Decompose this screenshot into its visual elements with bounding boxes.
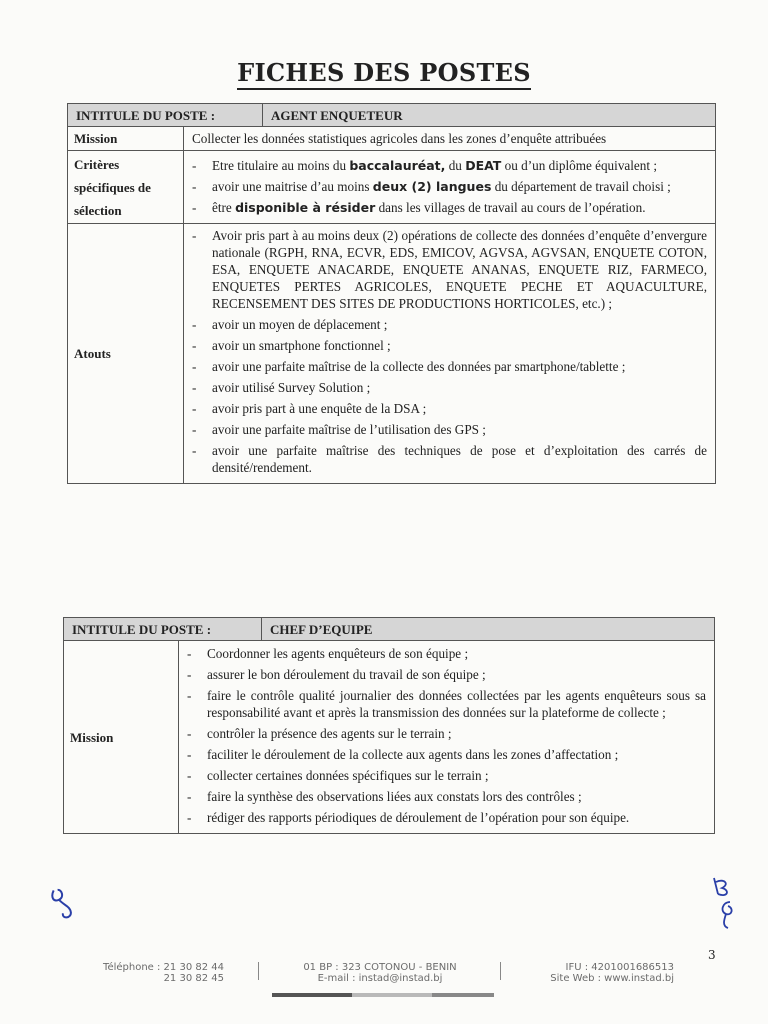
email-line: E-mail : instad@instad.bj — [317, 973, 443, 984]
list-item: - avoir un smartphone fonctionnel ; — [192, 338, 391, 353]
footer-stripe — [272, 993, 352, 997]
table-row — [68, 224, 716, 484]
footer-address — [290, 962, 470, 984]
criteria-label — [68, 151, 184, 224]
list-item: - avoir une parfaite maîtrise de la collecte des données par smartphone/tablette ; — [192, 359, 626, 374]
list-item: - faciliter le déroulement de la collecte aux agents dans les zones d’affectation ; — [187, 747, 619, 762]
table-header — [68, 104, 716, 127]
criteria-label-line: Critères — [74, 156, 120, 172]
table-header — [64, 618, 715, 641]
address-line: 01 BP : 323 COTONOU - BENIN — [303, 962, 457, 973]
mission-label: Mission — [68, 127, 184, 151]
site-line: Site Web : www.instad.bj — [550, 973, 674, 984]
header-label: INTITULE DU POSTE : — [68, 104, 263, 127]
list-item: - avoir une parfaite maîtrise des techniques de pose et d’exploitation des carrés de densité/rendement. — [192, 443, 707, 475]
table-row — [68, 127, 716, 151]
list-item: - avoir un moyen de déplacement ; — [192, 317, 388, 332]
criteria-label-line: sélection — [74, 202, 122, 218]
header-value: AGENT ENQUETEUR — [263, 104, 716, 127]
criteria-cell — [184, 151, 716, 224]
criteria-label-line: spécifiques de — [74, 179, 151, 195]
missions-cell — [179, 641, 715, 834]
handwritten-initials-left — [47, 883, 83, 930]
list-item: - avoir pris part à une enquête de la DSA ; — [192, 401, 427, 416]
page-title: FICHES DES POSTES — [0, 58, 768, 87]
list-item: - avoir utilisé Survey Solution ; — [192, 380, 371, 395]
handwritten-initials-right — [708, 872, 740, 932]
job-table-agent — [67, 103, 716, 484]
job-table-chef — [63, 617, 715, 834]
header-value: CHEF D’EQUIPE — [262, 618, 715, 641]
list-item: - être disponible à résider dans les villages de travail au cours de l’opération. — [192, 200, 646, 215]
mission-text: Collecter les données statistiques agricoles dans les zones d’enquête attribuées — [184, 127, 716, 151]
phone-line: 21 30 82 45 — [163, 973, 224, 984]
table-row — [64, 641, 715, 834]
list-item: - contrôler la présence des agents sur le terrain ; — [187, 726, 452, 741]
list-item: - collecter certaines données spécifiques sur le terrain ; — [187, 768, 489, 783]
list-item: - Etre titulaire au moins du baccalauréat, du DEAT ou d’un diplôme équivalent ; — [192, 158, 657, 173]
footer-divider — [500, 962, 501, 980]
header-label: INTITULE DU POSTE : — [64, 618, 262, 641]
list-item: - avoir une parfaite maîtrise de l’utilisation des GPS ; — [192, 422, 486, 437]
mission-label: Mission — [64, 641, 179, 834]
footer-ifu — [522, 962, 674, 984]
list-item: - rédiger des rapports périodiques de déroulement de l’opération pour son équipe. — [187, 810, 630, 825]
table-row — [68, 151, 716, 224]
list-item: - avoir une maitrise d’au moins deux (2) langues du département de travail choisi ; — [192, 179, 671, 194]
footer-phone — [92, 962, 224, 984]
page-number: 3 — [708, 948, 716, 962]
ifu-line: IFU : 4201001686513 — [565, 962, 674, 973]
list-item: - faire le contrôle qualité journalier des données collectées par les agents enquêteurs sous sa responsabilité avant et après la transmission des données sur la plateforme de collecte ; — [187, 688, 706, 720]
footer-stripe — [352, 993, 432, 997]
atouts-cell — [184, 224, 716, 484]
atouts-label: Atouts — [68, 224, 184, 484]
footer-divider — [258, 962, 259, 980]
list-item: - Coordonner les agents enquêteurs de son équipe ; — [187, 646, 469, 661]
list-item: - faire la synthèse des observations liées aux constats lors des contrôles ; — [187, 789, 582, 804]
phone-line: Téléphone : 21 30 82 44 — [103, 962, 224, 973]
footer-stripe — [432, 993, 494, 997]
list-item: - assurer le bon déroulement du travail de son équipe ; — [187, 667, 486, 682]
list-item: - Avoir pris part à au moins deux (2) opérations de collecte des données d’enquête d’envergure nationale (RGPH, RNA, ECVR, EDS, EMICOV, AGVSA, AGVSAN, ENQUETE COTON, ESA, ENQUETE ANACARDE, ENQUETE ANANAS, ENQUETE RIZ, FARMECO, ENQUETES PERTES AGRICOLES, ENQUETE PECHE ET AQUACULTURE, RECENSEMENT DES SITES DE PRODUCTIONS HORTICOLES, etc.) ; — [192, 228, 707, 311]
